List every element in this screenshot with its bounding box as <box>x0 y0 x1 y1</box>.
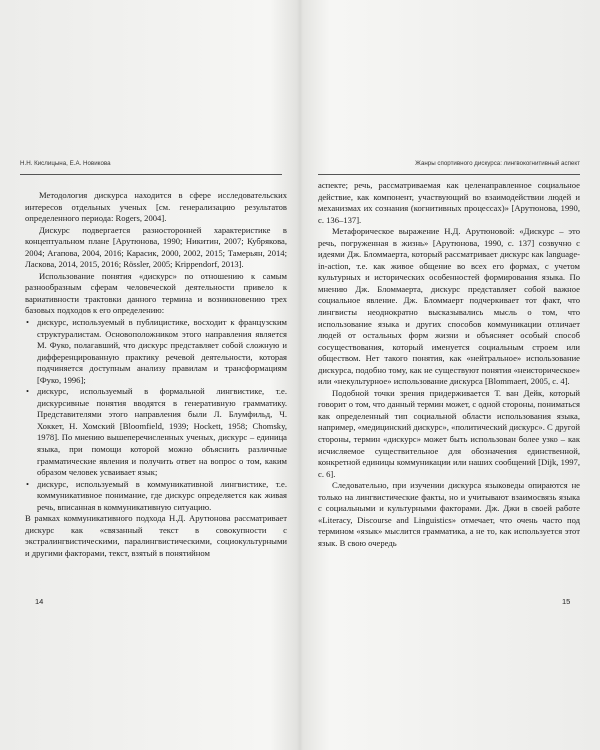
approaches-list <box>25 317 287 513</box>
list-item: • дискурс, используемый в формальной лингвистике, т.е. дискурсивные понятия вводятся в генеративную грамматику. Представителями этого направления были Л. Блумфильд, Ч. Хоккет, Н. Хомский [Bloomfield, 1939; Hockett, 1958; Chomsky, 1978]. По мнению вышеперечисленных ученых, дискурс – единица языка, при помощи которой можно объяснить различные грамматические явления и получить ответ на вопрос о том, каким образом человек усваивает язык; <box>25 386 287 478</box>
running-head-authors: Н.Н. Кислицына, Е.А. Новикова <box>20 160 282 175</box>
page-number: 15 <box>562 597 571 606</box>
right-page <box>300 0 600 750</box>
paragraph: Следовательно, при изучении дискурса языковеды опираются не только на лингвистические факты, но и учитывают взаимосвязь языка с социальными и культурными факторами. Дж. Джи в своей работе «Literacy, Discourse and Linguistics» отмечает, что очень часто под термином «язык» мыслится грамматика, а не то, как используется этот язык. В свою очередь <box>318 480 580 548</box>
paragraph: Методология дискурса находится в сфере исследовательских интересов отдельных ученых [см. генерализацию результатов определенного периода: Rogers, 2004]. <box>25 190 287 224</box>
page-number: 14 <box>35 597 44 606</box>
paragraph: Подобной точки зрения придерживается Т. ван Дейк, который говорит о том, что данный термин может, с одной стороны, пониматься как определенный тип социальной области использования языка, например, «медицинский дискурс», «политический дискурс». С другой стороны, термин «дискурс» может быть использован более узко – как исчисляемое существительное для обозначения единственной, конкретной единицы коммуникации или наших сообщений [Dijk, 1997, с. 6]. <box>318 387 580 479</box>
right-page-body <box>318 180 580 585</box>
paragraph: В рамках коммуникативного подхода Н.Д. Арутюнова рассматривает дискурс как «связанный текст в совокупности с экстралингвистическими, паралингвистическими, социокультурными и другими факторами, текст, взятый в понятийном <box>25 513 287 558</box>
left-page-body <box>25 190 287 585</box>
paragraph: Дискурс подвергается разносторонней характеристике в концептуальном плане [Арутюнова, 1990; Никитин, 2007; Кубрякова, 2004; Агапова, 2004, 2016; Карасик, 2000, 2002, 2015; Тамерьян, 2014; Ласкова, 2014, 2015, 2016; Rössler, 2005; Krippendorf, 2013]. <box>25 224 287 270</box>
paragraph: Метафорическое выражение Н.Д. Арутюновой: «Дискурс – это речь, погруженная в жизнь» [Арутюнова, 1990, с. 137] созвучно с идеями Дж. Бломмаерта, который рассматривает дискурс как language-in-action, т.е. как живое общение во всех его формах, с учетом культурных и исторических особенностей формирования языка. По мнению Дж. Бломмаерта, дискурс представляет собой важное социальное явление. Дж. Бломмаерт подчеркивает тот факт, что лингвисты неоднократно высказывались мысль о том, что использование языка и других способов коммуникации отличает людей от остальных форм жизни и объясняет особый способ сосуществования, который именуется социальным строем или обществом. Нет такого понятия, как «нейтральное» использование дискурса, подобно тому, как не существуют понятия «неисторическое» или «некультурное» использование дискурса [Blommaert, 2005, с. 4]. <box>318 226 580 387</box>
list-item: • дискурс, используемый в публицистике, восходит к французским структуралистам. Основоположником этого направления является М. Фуко, полагавший, что дискурс представляет собой сложную и дифференцированную практику речевой деятельности, которая подчиняется доступным анализу правилам и трансформациям [Фуко, 1996]; <box>25 317 287 386</box>
list-item: • дискурс, используемый в коммуникативной лингвистике, т.е. коммуникативное понимание, где дискурс определяется как живая речь, вписанная в коммуникативную ситуацию. <box>25 479 287 514</box>
paragraph: аспекте; речь, рассматриваемая как целенаправленное социальное действие, как компонент, участвующий во взаимодействии людей и механизмах их сознания (когнитивных процессах)» [Арутюнова, 1990, с. 136–137]. <box>318 180 580 225</box>
running-head-title: Жанры спортивного дискурса: лингвокогнитивный аспект <box>318 160 580 175</box>
paragraph: Использование понятия «дискурс» по отношению к самым разнообразным сферам человеческой деятельности привело к вариативности трактовки данного термина и возникновению трех базовых подходов к его определению: <box>25 270 287 316</box>
